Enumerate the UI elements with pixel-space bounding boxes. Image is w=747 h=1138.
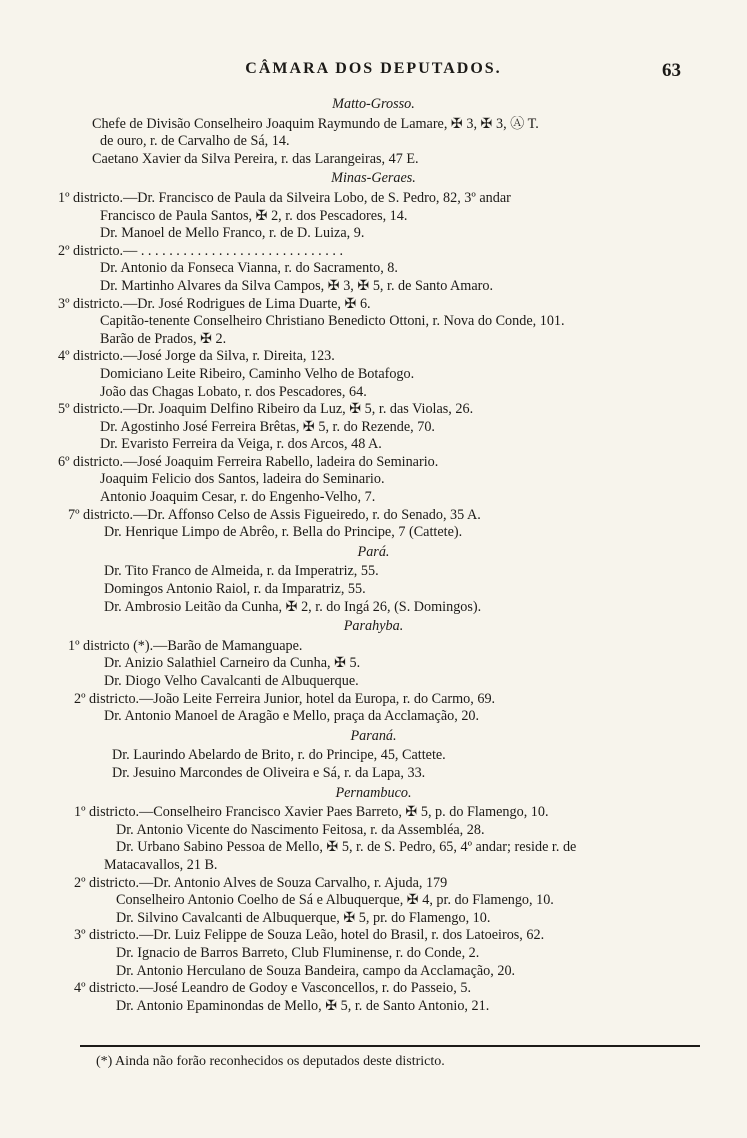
entry-line: 2º districto.—João Leite Ferreira Junior, hotel da Europa, r. do Carmo, 69. [74,690,496,707]
entry-line: Domingos Antonio Raiol, r. da Imparatriz, 55. [104,581,366,598]
entry-line: 2º districto.— . . . . . . . . . . . . . . . . . . . . . . . . . . . . . [58,242,343,259]
entry-line: Dr. Antonio Manoel de Aragão e Mello, praça da Acclamação, 20. [104,708,480,725]
entry-line: 4º districto.—José Jorge da Silva, r. Direita, 123. [58,348,335,365]
entry-line: 3º districto.—Dr. Luiz Felippe de Souza Leão, hotel do Brasil, r. dos Latoeiros, 62. [74,927,545,944]
entry-line: Dr. Jesuino Marcondes de Oliveira e Sá, r. da Lapa, 33. [112,764,426,781]
entry-line: Dr. Laurindo Abelardo de Brito, r. do Principe, 45, Cattete. [112,747,446,764]
entry-line: Dr. Martinho Alvares da Silva Campos, ✠ 3, ✠ 5, r. de Santo Amaro. [100,277,494,294]
entry-line: 7º districto.—Dr. Affonso Celso de Assis Figueiredo, r. do Senado, 35 A. [68,506,481,523]
entry-line: Caetano Xavier da Silva Pereira, r. das Larangeiras, 47 E. [92,150,419,167]
entry-line: Dr. Diogo Velho Cavalcanti de Albuquerque. [104,673,359,689]
entry-line: 3º districto.—Dr. José Rodrigues de Lima Duarte, ✠ 6. [58,295,371,312]
entry-line: Capitão-tenente Conselheiro Christiano Benedicto Ottoni, r. Nova do Conde, 101. [100,313,565,330]
entry-line: Dr. Antonio Herculano de Souza Bandeira, campo da Acclamação, 20. [116,962,516,979]
page-title: CÂMARA DOS DEPUTADOS. [245,60,502,77]
entry-line: Joaquim Felicio dos Santos, ladeira do Seminario. [100,471,385,488]
entry-line: 1º districto (*).—Barão de Mamanguape. [68,637,303,654]
entry-line: Matacavallos, 21 B. [104,856,218,873]
section-heading: Parahyba. [343,618,404,635]
entry-line: 2º districto.—Dr. Antonio Alves de Souza Carvalho, r. Ajuda, 179 [74,874,448,891]
section-heading: Pará. [357,543,390,560]
entry-line: Conselheiro Antonio Coelho de Sá e Albuquerque, ✠ 4, pr. do Flamengo, 10. [116,892,554,909]
entry-line: Antonio Joaquim Cesar, r. do Engenho-Velho, 7. [100,489,376,506]
section-heading: Matto-Grosso. [332,96,415,112]
entry-line: Domiciano Leite Ribeiro, Caminho Velho de Botafogo. [100,365,415,382]
entry-line: Dr. Ambrosio Leitão da Cunha, ✠ 2, r. do Ingá 26, (S. Domingos). [104,598,482,615]
entry-line: Barão de Prados, ✠ 2. [100,330,227,347]
entry-line: Dr. Silvino Cavalcanti de Albuquerque, ✠ 5, pr. do Flamengo, 10. [116,909,491,926]
entry-line: Dr. Urbano Sabino Pessoa de Mello, ✠ 5, r. de S. Pedro, 65, 4º andar; reside r. de [116,839,577,856]
section-heading: Paraná. [350,727,397,744]
entry-line: 4º districto.—José Leandro de Godoy e Vasconcellos, r. do Passeio, 5. [74,980,471,997]
entry-line: Dr. Antonio da Fonseca Vianna, r. do Sacramento, 8. [100,260,398,277]
footnote-divider [80,1045,700,1047]
entry-line: Dr. Anizio Salathiel Carneiro da Cunha, ✠ 5. [104,655,361,672]
entry-line: Dr. Ignacio de Barros Barreto, Club Fluminense, r. do Conde, 2. [116,944,480,961]
entry-line: Dr. Manoel de Mello Franco, r. de D. Luiza, 9. [100,225,365,242]
entry-line: 6º districto.—José Joaquim Ferreira Rabello, ladeira do Seminario. [58,453,439,470]
entry-line: de ouro, r. de Carvalho de Sá, 14. [100,133,290,150]
page-header [0,60,747,84]
entry-line: Dr. Antonio Vicente do Nascimento Feitosa, r. da Assembléa, 28. [116,821,485,838]
entry-line: Dr. Agostinho José Ferreira Brêtas, ✠ 5, r. do Rezende, 70. [100,418,435,435]
entry-line: Chefe de Divisão Conselheiro Joaquim Raymundo de Lamare, ✠ 3, ✠ 3, Ⓐ T. [92,115,539,132]
entry-line: Dr. Evaristo Ferreira da Veiga, r. dos Arcos, 48 A. [100,436,382,453]
entry-line: Dr. Tito Franco de Almeida, r. da Imperatriz, 55. [104,563,379,580]
entry-line: 1º districto.—Conselheiro Francisco Xavier Paes Barreto, ✠ 5, p. do Flamengo, 10. [74,804,549,821]
entry-line: 5º districto.—Dr. Joaquim Delfino Ribeiro da Luz, ✠ 5, r. das Violas, 26. [58,401,474,418]
footnote: (*) Ainda não forão reconhecidos os deputados deste districto. [96,1054,445,1069]
entry-line: Dr. Antonio Epaminondas de Mello, ✠ 5, r. de Santo Antonio, 21. [116,997,490,1014]
section-heading: Pernambuco. [335,784,412,801]
page-number: 63 [662,60,681,81]
entry-line: 1º districto.—Dr. Francisco de Paula da Silveira Lobo, de S. Pedro, 82, 3º andar [58,189,511,206]
entry-line: Francisco de Paula Santos, ✠ 2, r. dos Pescadores, 14. [100,207,408,224]
document-body [0,94,747,1015]
section-heading: Minas-Geraes. [331,170,416,187]
entry-line: Dr. Henrique Limpo de Abrêo, r. Bella do Principe, 7 (Cattete). [104,524,463,541]
entry-line: João das Chagas Lobato, r. dos Pescadores, 64. [100,383,367,400]
